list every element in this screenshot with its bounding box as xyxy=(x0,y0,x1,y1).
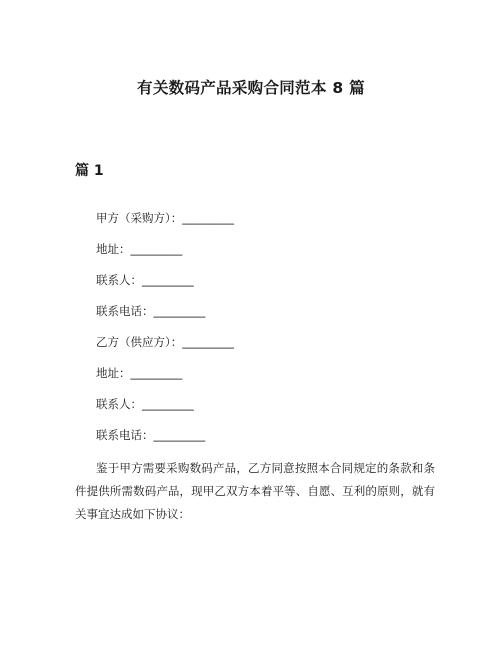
document-title: 有关数码产品采购合同范本 8 篇 xyxy=(137,79,365,97)
party-b-contact-field: 联系人：_________ xyxy=(96,397,194,411)
party-b-name-field: 乙方（供应方）：_________ xyxy=(96,335,234,349)
party-b-phone-field: 联系电话：_________ xyxy=(96,428,206,442)
party-a-phone-field: 联系电话：_________ xyxy=(96,304,206,318)
party-a-contact-field: 联系人：_________ xyxy=(96,273,194,287)
party-info-list xyxy=(96,211,234,459)
section-heading: 篇 1 xyxy=(75,163,104,179)
party-a-name-field: 甲方（采购方）：_________ xyxy=(96,211,234,225)
intro-paragraph: 鉴于甲方需要采购数码产品，乙方同意按照本合同规定的条款和条件提供所需数码产品，现甲乙双方本着平等、自愿、互利的原则，就有关事宜达成如下协议： xyxy=(75,461,435,521)
party-a-address-field: 地址：_________ xyxy=(96,242,183,256)
party-b-address-field: 地址：_________ xyxy=(96,366,183,380)
